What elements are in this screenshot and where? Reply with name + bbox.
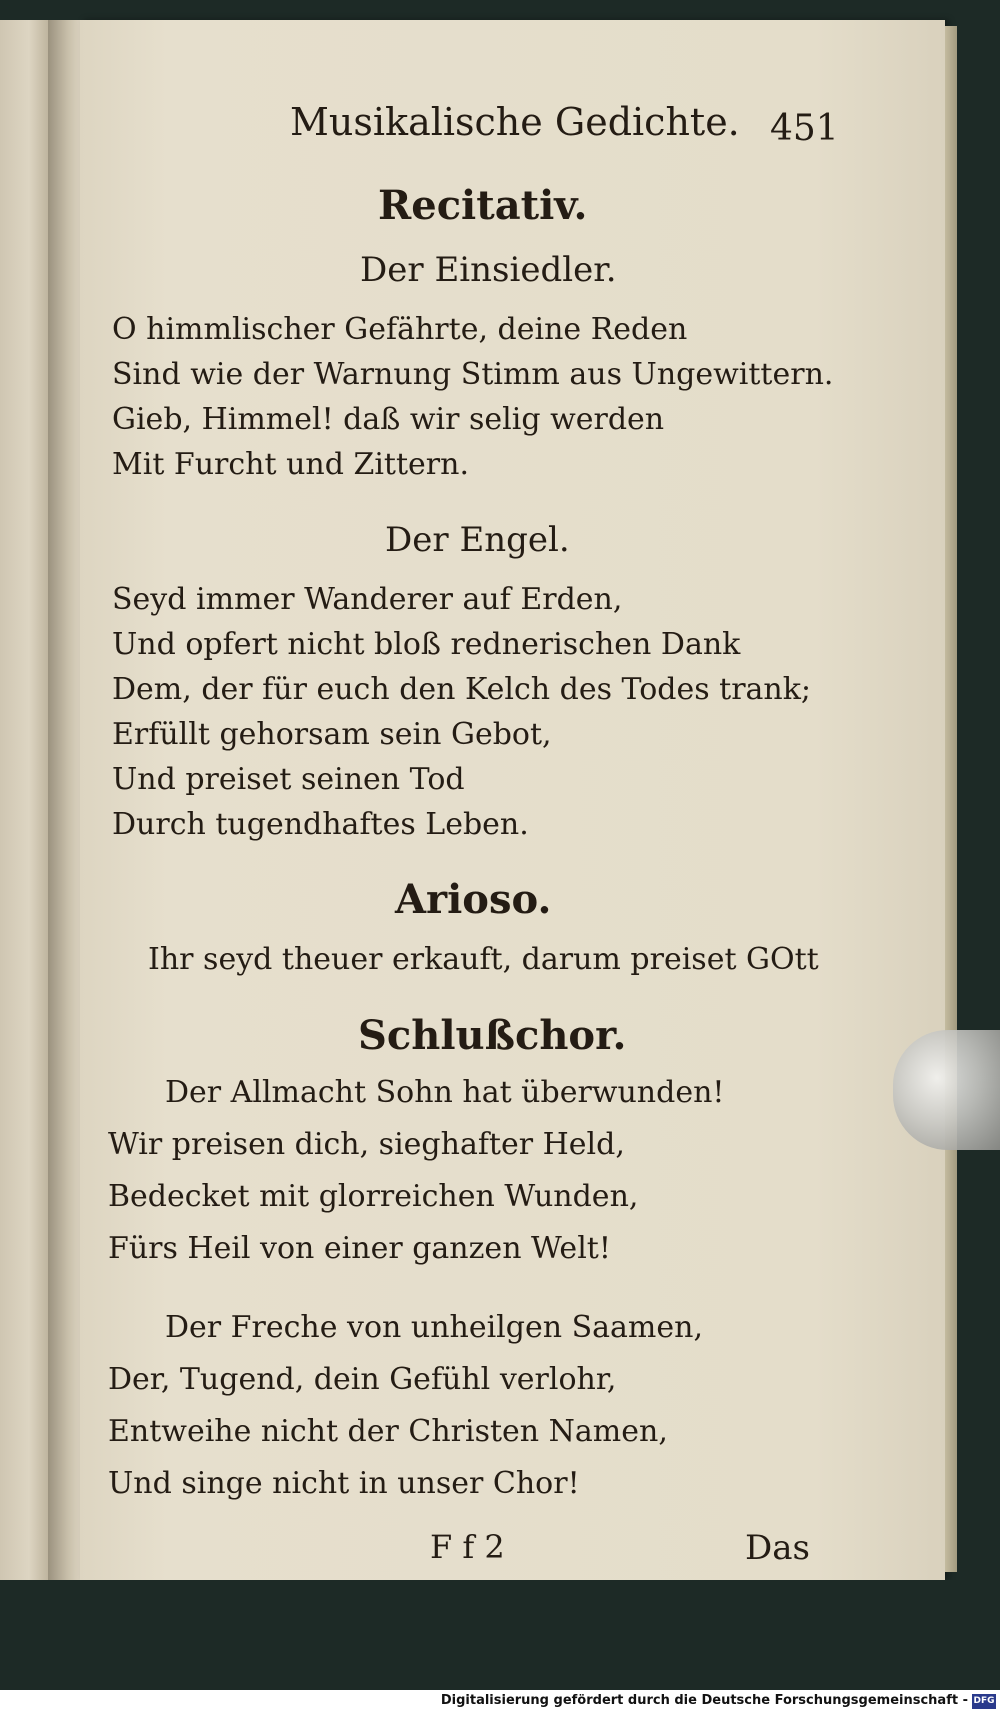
facing-page-edge — [0, 20, 48, 1580]
verse-line: Der, Tugend, dein Gefühl verlohr, — [108, 1362, 617, 1397]
verse-line: Mit Furcht und Zittern. — [112, 447, 469, 482]
verse-line: Und opfert nicht bloß rednerischen Dank — [112, 627, 741, 662]
verse-line: Der Freche von unheilgen Saamen, — [165, 1310, 703, 1345]
verse-line: Sind wie der Warnung Stimm aus Ungewittern. — [112, 357, 834, 392]
signature-mark: F f 2 — [430, 1528, 505, 1566]
verse-line: Entweihe nicht der Christen Namen, — [108, 1414, 668, 1449]
verse-line: O himmlischer Gefährte, deine Reden — [112, 312, 688, 347]
verse-line: Der Allmacht Sohn hat überwunden! — [165, 1075, 725, 1110]
running-title: Musikalische Gedichte. — [290, 100, 740, 144]
verse-line: Ihr seyd theuer erkauft, darum preiset GOtt — [148, 942, 819, 977]
verse-line: Und singe nicht in unser Chor! — [108, 1466, 580, 1501]
speaker-einsiedler: Der Einsiedler. — [360, 250, 617, 290]
dfg-logo-icon: DFG — [972, 1694, 996, 1709]
verse-line: Und preiset seinen Tod — [112, 762, 465, 797]
verse-line: Wir preisen dich, sieghafter Held, — [108, 1127, 625, 1162]
page-number: 451 — [770, 108, 839, 149]
verse-line: Dem, der für euch den Kelch des Todes trank; — [112, 672, 812, 707]
verse-line: Erfüllt gehorsam sein Gebot, — [112, 717, 552, 752]
section-heading-schlusschor: Schlußchor. — [358, 1012, 627, 1059]
speaker-engel: Der Engel. — [385, 520, 570, 560]
catchword: Das — [745, 1528, 810, 1568]
verse-line: Gieb, Himmel! daß wir selig werden — [112, 402, 665, 437]
digitization-credit: Digitalisierung gefördert durch die Deutsche Forschungsgemeinschaft - — [440, 1693, 968, 1708]
verse-line: Durch tugendhaftes Leben. — [112, 807, 529, 842]
verse-line: Seyd immer Wanderer auf Erden, — [112, 582, 623, 617]
page-stack-edge — [945, 26, 957, 1572]
verse-line: Fürs Heil von einer ganzen Welt! — [108, 1231, 611, 1266]
section-heading-recitativ: Recitativ. — [378, 182, 588, 229]
book-gutter — [48, 20, 82, 1580]
scanner-background — [0, 1580, 1000, 1690]
page-holder-clip — [893, 1030, 1000, 1150]
section-heading-arioso: Arioso. — [395, 876, 552, 923]
verse-line: Bedecket mit glorreichen Wunden, — [108, 1179, 639, 1214]
